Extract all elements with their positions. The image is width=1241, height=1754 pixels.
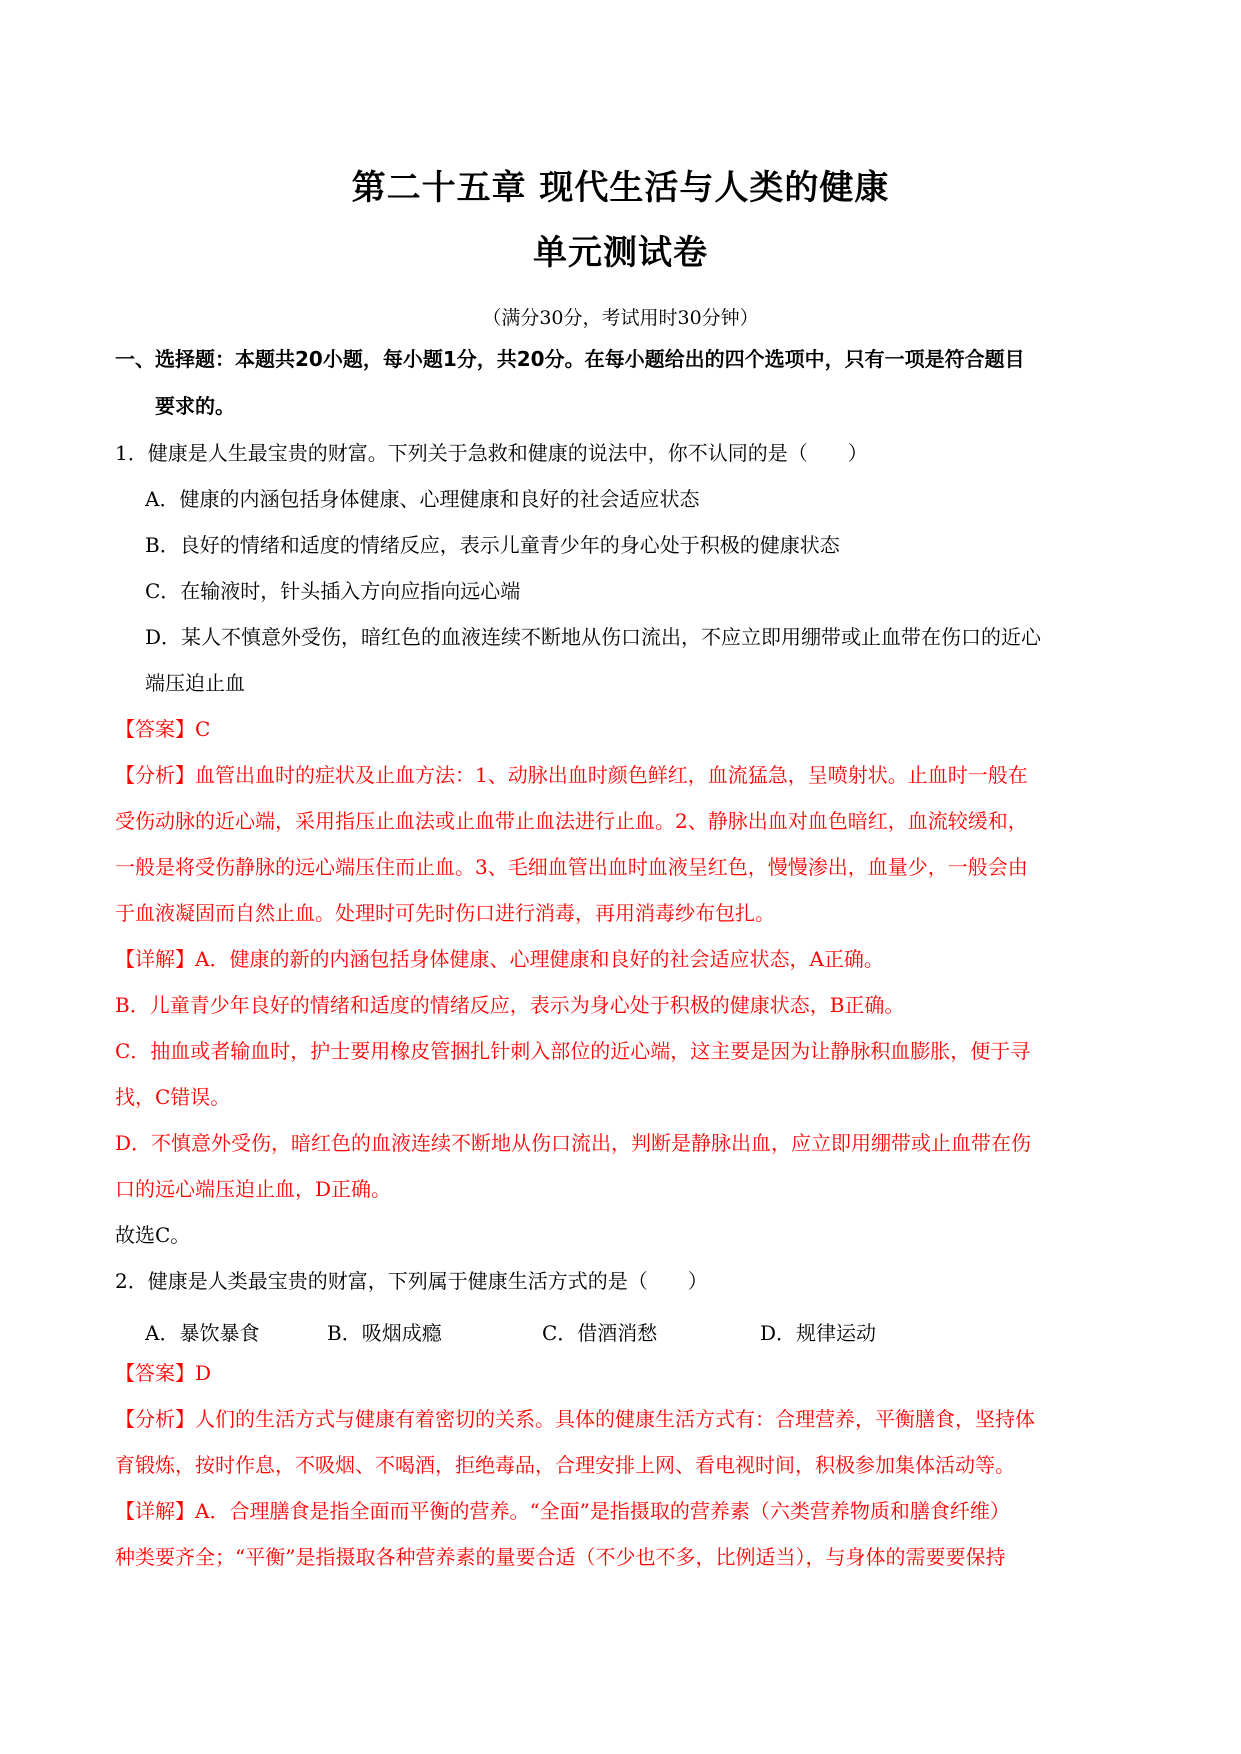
- exam-note: （满分30分，考试用时30分钟）: [482, 307, 759, 329]
- question-2-analysis-line: 【分析】人们的生活方式与健康有着密切的关系。具体的健康生活方式有：合理营养，平衡膳食，坚持体: [115, 1407, 1035, 1431]
- question-2-answer: 【答案】D: [115, 1361, 212, 1385]
- question-2-option-b: B．吸烟成瘾: [327, 1321, 442, 1345]
- question-2-analysis-line: 育锻炼，按时作息，不吸烟、不喝酒，拒绝毒品，合理安排上网、看电视时间，积极参加集体活动等。: [115, 1453, 1015, 1477]
- question-1-analysis-line: 一般是将受伤静脉的远心端压住而止血。3、毛细血管出血时血液呈红色，慢慢渗出，血量少，一般会由: [115, 855, 1028, 879]
- section-heading-cont: 要求的。: [155, 394, 235, 418]
- section-heading: 一、选择题：本题共20小题，每小题1分，共20分。在每小题给出的四个选项中，只有一项是符合题目: [115, 347, 1025, 371]
- page-subtitle: 单元测试卷: [533, 233, 708, 273]
- question-2-detail-line: 种类要齐全；“平衡”是指摄取各种营养素的量要合适（不少也不多，比例适当），与身体的需要要保持: [115, 1545, 1006, 1569]
- question-1-option-b: B．良好的情绪和适度的情绪反应，表示儿童青少年的身心处于积极的健康状态: [145, 533, 840, 557]
- question-1-option-a: A．健康的内涵包括身体健康、心理健康和良好的社会适应状态: [145, 487, 700, 511]
- question-2-option-d: D．规律运动: [760, 1321, 877, 1345]
- question-1-detail-line: 口的远心端压迫止血，D正确。: [115, 1177, 392, 1201]
- question-1-detail-line: D．不慎意外受伤，暗红色的血液连续不断地从伤口流出，判断是静脉出血，应立即用绷带或止血带在伤: [115, 1131, 1032, 1155]
- question-1-detail-line: B．儿童青少年良好的情绪和适度的情绪反应，表示为身心处于积极的健康状态，B正确。: [115, 993, 905, 1017]
- question-1-detail-line: 【详解】A．健康的新的内涵包括身体健康、心理健康和良好的社会适应状态，A正确。: [115, 947, 884, 971]
- question-1-option-d-cont: 端压迫止血: [145, 671, 245, 695]
- question-2-option-a: A．暴饮暴食: [145, 1321, 260, 1345]
- question-1-analysis-line: 【分析】血管出血时的症状及止血方法：1、动脉出血时颜色鲜红，血流猛急，呈喷射状。止血时一般在: [115, 763, 1028, 787]
- question-1-detail-line: C．抽血或者输血时，护士要用橡皮管捆扎针刺入部位的近心端，这主要是因为让静脉积血膨胀，便于寻: [115, 1039, 1031, 1063]
- question-1-answer: 【答案】C: [115, 717, 211, 741]
- question-1-option-c: C．在输液时，针头插入方向应指向远心端: [145, 579, 521, 603]
- question-2-detail-line: 【详解】A．合理膳食是指全面而平衡的营养。“全面”是指摄取的营养素（六类营养物质和膳食纤维）: [115, 1499, 1010, 1523]
- question-1-conclusion: 故选C。: [115, 1223, 191, 1247]
- question-2-option-c: C．借酒消愁: [542, 1321, 658, 1345]
- question-1-stem: 1．健康是人生最宝贵的财富。下列关于急救和健康的说法中，你不认同的是（ ）: [115, 441, 868, 465]
- question-1-option-d: D．某人不慎意外受伤，暗红色的血液连续不断地从伤口流出，不应立即用绷带或止血带在伤口的近心: [145, 625, 1042, 649]
- question-1-analysis-line: 受伤动脉的近心端，采用指压止血法或止血带止血法进行止血。2、静脉出血对血色暗红，血流较缓和，: [115, 809, 1028, 833]
- question-1-detail-line: 找，C错误。: [115, 1085, 231, 1109]
- question-2-stem: 2．健康是人类最宝贵的财富，下列属于健康生活方式的是（ ）: [115, 1269, 708, 1293]
- page-title: 第二十五章 现代生活与人类的健康: [351, 168, 890, 208]
- question-1-analysis-line: 于血液凝固而自然止血。处理时可先时伤口进行消毒，再用消毒纱布包扎。: [115, 901, 775, 925]
